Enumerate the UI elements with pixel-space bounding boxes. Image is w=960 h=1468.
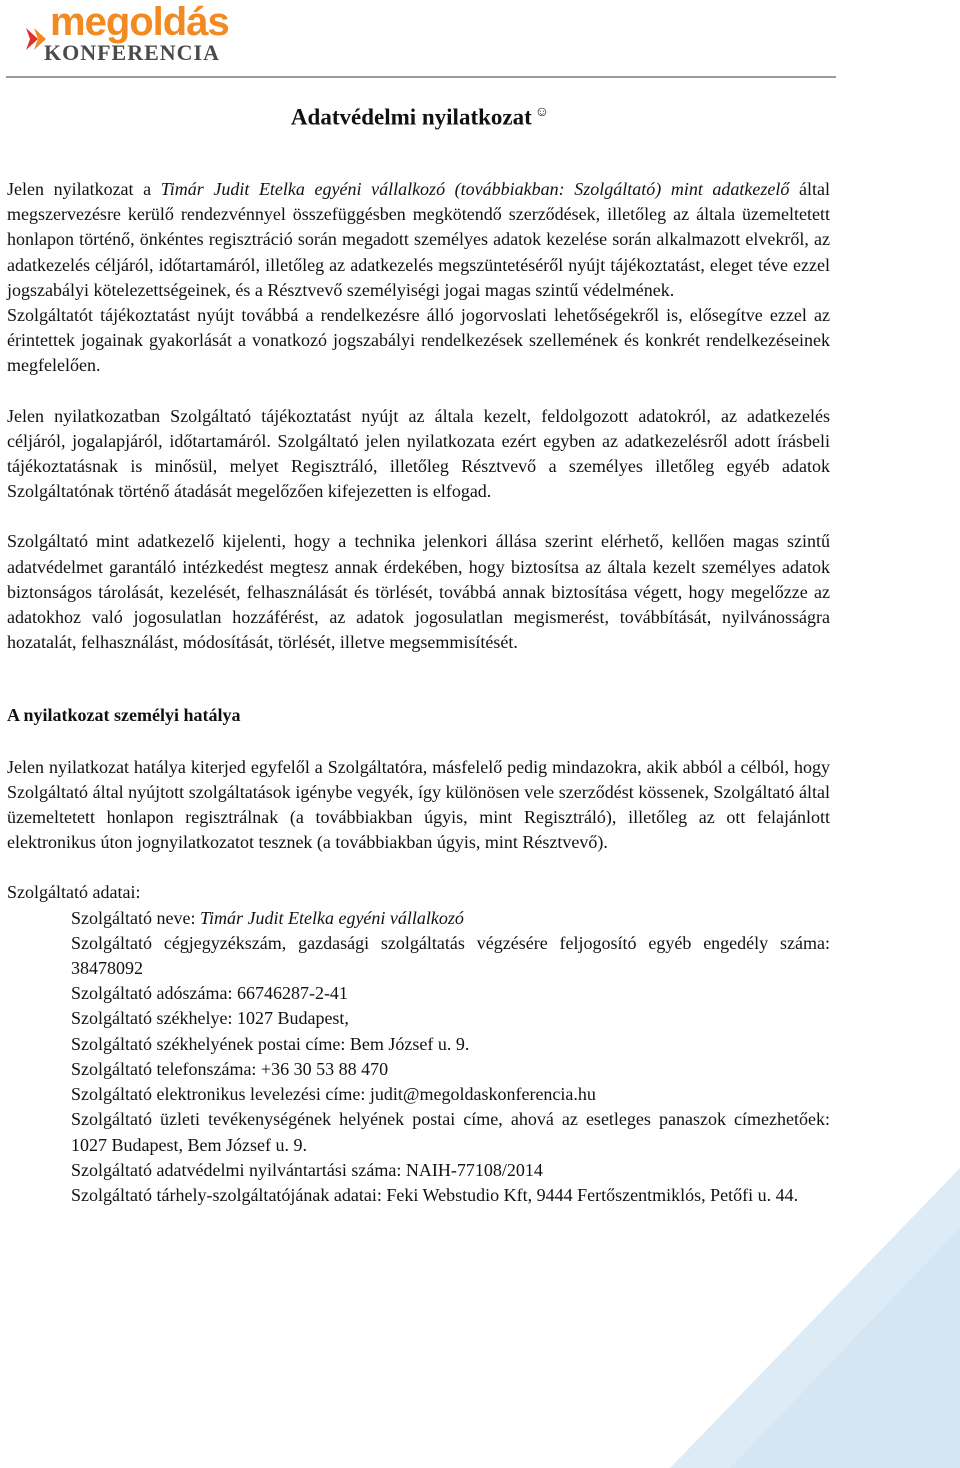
intro-paragraph-2: Szolgáltatót tájékoztatást nyújt továbbá a rendelkezésre álló jogorvoslati lehetőségekről is, elősegítve ezzel az érintettek jogainak gyakorlását a vonatkozó jogszabályi rendelkezések szellemének és konkrét rendelkezéseinek megfelelően. xyxy=(7,305,830,376)
section-heading-scope: A nyilatkozat személyi hatálya xyxy=(7,705,241,726)
intro-provider-italic: Timár Judit Etelka egyéni vállalkozó (továbbiakban: Szolgáltató) mint adatkezelő xyxy=(160,179,790,199)
provider-detail-line: Szolgáltató adószáma: 66746287-2-41 xyxy=(71,983,348,1004)
intro-paragraph-1 xyxy=(7,177,830,303)
provider-detail-line: Szolgáltató székhelyének postai címe: Bem József u. 9. xyxy=(71,1033,470,1054)
provider-detail-line: Szolgáltató telefonszáma: +36 30 53 88 470 xyxy=(71,1058,389,1079)
page-title-text: Adatvédelmi nyilatkozat xyxy=(290,104,532,130)
page-title xyxy=(0,98,840,133)
logo-wordmark: megoldás xyxy=(50,0,229,44)
provider-label: Szolgáltató adatai: xyxy=(7,882,141,903)
intro-paragraph-3: Jelen nyilatkozatban Szolgáltató tájékoztatást nyújt az általa kezelt, feldolgozott adatokról, az adatkezelés céljáról, jogalapjáról, időtartamáról. Szolgáltató jelen nyilatkozata ezért egyben az adatkezelésről adott írásbeli tájékoztatásnak is minősül, melyet Regisztráló, illetőleg Résztvevő a személyes illetőleg egyéb adatok Szolgáltatónak történő átadását megelőzően kifejezetten is elfogad. xyxy=(7,405,830,502)
intro-text-start: Jelen nyilatkozat a xyxy=(7,179,161,199)
document-body xyxy=(7,177,830,1208)
provider-name-label: Szolgáltató neve: xyxy=(71,907,200,928)
logo xyxy=(22,0,242,68)
provider-detail-line: Szolgáltató adatvédelmi nyilvántartási száma: NAIH-77108/2014 xyxy=(71,1159,543,1180)
provider-detail-line: Szolgáltató székhelye: 1027 Budapest, xyxy=(71,1008,349,1029)
intro-paragraph-4: Szolgáltató mint adatkezelő kijelenti, hogy a technika jelenkori állása szerint elérhető, kellően magas szintű adatvédelmet garantáló intézkedést megtesz annak érdekében, hogy biztosítsa az általa kezelt személyes adatok biztonságos tárolását, kezelését, felhasználását és törlését, továbbá annak biztosítása végett, hogy megelőzze az adatokhoz való jogosulatlan hozzáférést, az adatok jogosulatlan megismerést, továbbítását, nyilvánosságra hozatalát, felhasználást, módosítását, törlését, illetve megsemmisítését. xyxy=(7,531,830,653)
smiley-icon: ☺ xyxy=(534,105,550,120)
header-divider xyxy=(6,76,836,78)
provider-email-line: Szolgáltató elektronikus levelezési címe: judit@megoldaskonferencia.hu xyxy=(71,1084,596,1105)
provider-detail-line: Szolgáltató cégjegyzékszám, gazdasági szolgáltatás végzésére feljogosító egyéb engedély száma: 38478092 xyxy=(71,932,830,979)
provider-name-value: Timár Judit Etelka egyéni vállalkozó xyxy=(199,907,464,928)
corner-decoration xyxy=(670,1168,960,1468)
intro-text-end: által megszervezésre kerülő rendezvénnyel összefüggésben megkötendő szerződések, illetőleg az általa üzemeltetett honlapon történő, önkéntes regisztráció során megadott személyes adatok kezelése során alkalmazott elvekről, az adatkezelés céljáról, időtartamáról, illetőleg az adatkezelés megszüntetéséről nyújt tájékoztatást, eleget téve ezzel jogszabályi kötelezettségeinek, és a Résztvevő személyiségi jogai magas szintű védelmének. xyxy=(7,179,830,300)
provider-details xyxy=(7,906,830,1208)
logo-subtitle: KONFERENCIA xyxy=(44,40,221,65)
provider-name-line xyxy=(71,906,830,931)
scope-paragraph: Jelen nyilatkozat hatálya kiterjed egyfelől a Szolgáltatóra, másfelelő pedig mindazokra, akik abból a célból, hogy Szolgáltató által nyújtott szolgáltatások igénybe vegyék, így különösen vele szerződést kössenek, Szolgáltató által üzemeltetett honlapon regisztrálnak (a továbbiakban úgyis, mint Regisztráló), illetőleg az ott felajánlott elektronikus úton jognyilatkozatot tesznek (a továbbiakban úgyis, mint Résztvevő). xyxy=(7,756,830,853)
provider-detail-line: Szolgáltató tárhely-szolgáltatójának adatai: Feki Webstudio Kft, 9444 Fertőszentmiklós, Petőfi u. 44. xyxy=(71,1184,799,1205)
provider-detail-line: Szolgáltató üzleti tevékenységének helyének postai címe, ahová az esetleges panaszok címezhetőek: 1027 Budapest, Bem József u. 9. xyxy=(71,1109,830,1155)
